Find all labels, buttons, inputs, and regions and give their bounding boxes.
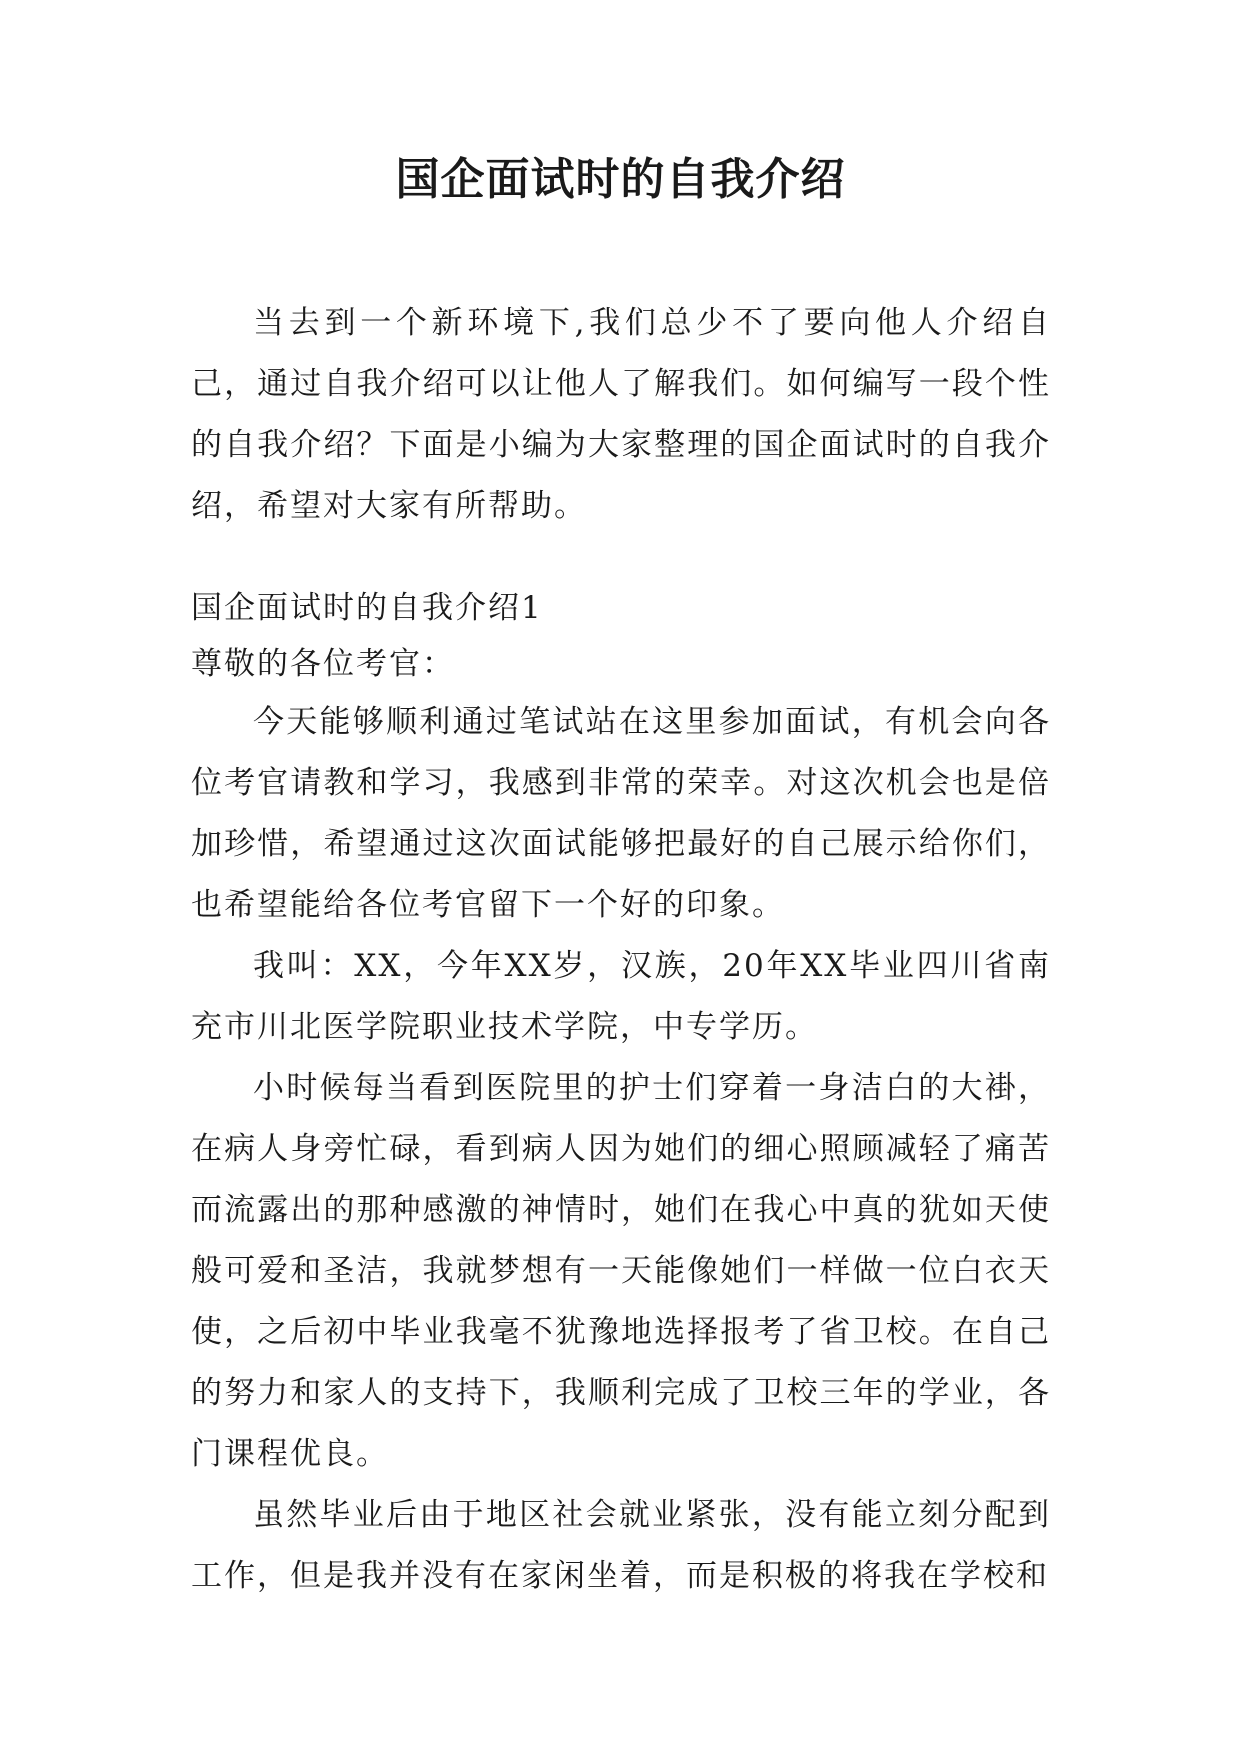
intro-section (191, 293, 1051, 537)
section-heading: 国企面试时的自我介绍1 (191, 590, 543, 626)
body-paragraph: 虽然毕业后由于地区社会就业紧张，没有能立刻分配到工作，但是我并没有在家闲坐着，而是积极的将我在学校和 (191, 1497, 1051, 1594)
document-title: 国企面试时的自我介绍 (395, 154, 846, 205)
body-paragraph: 小时候每当看到医院里的护士们穿着一身洁白的大褂，在病人身旁忙碌，看到病人因为她们的细心照顾减轻了痛苦而流露出的那种感激的神情时，她们在我心中真的犹如天使般可爱和圣洁，我就梦想有一天能像她们一样做一位白衣天使，之后初中毕业我毫不犹豫地选择报考了省卫校。在自己的努力和家人的支持下，我顺利完成了卫校三年的学业，各门课程优良。 (191, 1070, 1051, 1472)
section-1 (191, 580, 1051, 1607)
body-paragraph: 今天能够顺利通过笔试站在这里参加面试，有机会向各位考官请教和学习，我感到非常的荣幸。对这次机会也是倍加珍惜，希望通过这次面试能够把最好的自己展示给你们，也希望能给各位考官留下一个好的印象。 (191, 704, 1051, 923)
body-paragraph: 我叫：XX，今年XX岁，汉族，20年XX毕业四川省南充市川北医学院职业技术学院，中专学历。 (191, 948, 1051, 1045)
salutation: 尊敬的各位考官： (191, 646, 455, 682)
intro-paragraph: 当去到一个新环境下,我们总少不了要向他人介绍自己，通过自我介绍可以让他人了解我们。如何编写一段个性的自我介绍？下面是小编为大家整理的国企面试时的自我介绍，希望对大家有所帮助。 (191, 305, 1051, 524)
